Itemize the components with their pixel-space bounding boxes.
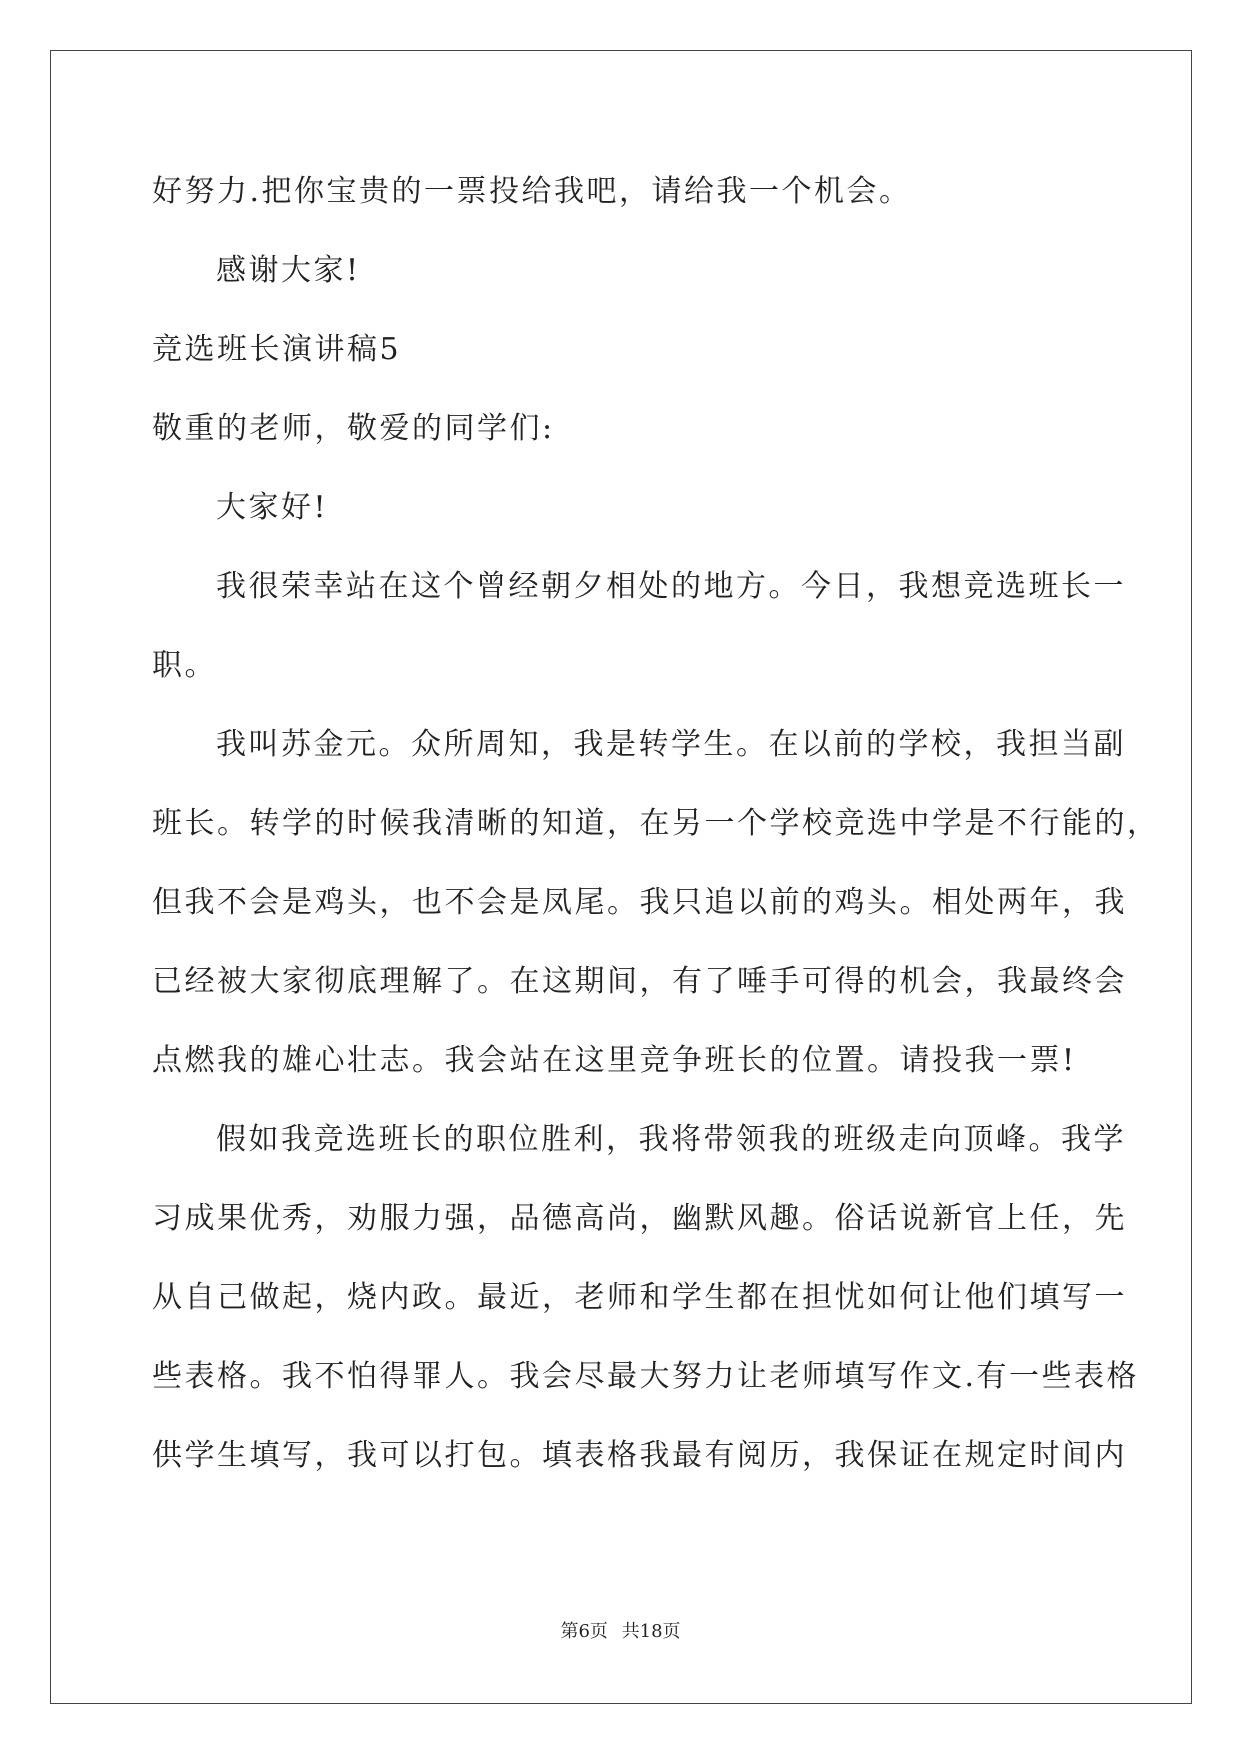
page-total: 共18页 bbox=[621, 1621, 681, 1642]
text-line: 些表格。我不怕得罪人。我会尽最大努力让老师填写作文.有一些表格 bbox=[152, 1359, 1140, 1394]
text-line: 但我不会是鸡头，也不会是凤尾。我只追以前的鸡头。相处两年，我 bbox=[152, 885, 1127, 920]
salutation: 敬重的老师，敬爱的同学们: bbox=[152, 411, 555, 446]
text-line: 从自己做起，烧内政。最近，老师和学生都在担忧如何让他们填写一 bbox=[152, 1280, 1127, 1315]
text-line: 习成果优秀，劝服力强，品德高尚，幽默风趣。俗话说新官上任，先 bbox=[152, 1201, 1127, 1236]
page-footer bbox=[0, 1620, 1241, 1644]
text-line: 假如我竞选班长的职位胜利，我将带领我的班级走向顶峰。我学 bbox=[216, 1122, 1126, 1157]
text-line: 我叫苏金元。众所周知，我是转学生。在以前的学校，我担当副 bbox=[216, 727, 1126, 762]
section-title: 竞选班长演讲稿5 bbox=[152, 332, 402, 367]
text-line: 点燃我的雄心壮志。我会站在这里竞争班长的位置。请投我一票! bbox=[152, 1043, 1077, 1078]
page-number: 第6页 bbox=[560, 1621, 608, 1642]
text-line: 已经被大家彻底理解了。在这期间，有了唾手可得的机会，我最终会 bbox=[152, 964, 1127, 999]
greeting: 大家好! bbox=[216, 490, 329, 525]
text-line: 感谢大家! bbox=[216, 253, 361, 288]
text-line: 好努力.把你宝贵的一票投给我吧，请给我一个机会。 bbox=[152, 174, 912, 209]
text-line: 我很荣幸站在这个曾经朝夕相处的地方。今日，我想竞选班长一 bbox=[216, 569, 1126, 604]
text-line: 供学生填写，我可以打包。填表格我最有阅历，我保证在规定时间内 bbox=[152, 1438, 1127, 1473]
text-line: 职。 bbox=[152, 648, 217, 683]
text-line: 班长。转学的时候我清晰的知道，在另一个学校竞选中学是不行能的， bbox=[152, 806, 1160, 841]
